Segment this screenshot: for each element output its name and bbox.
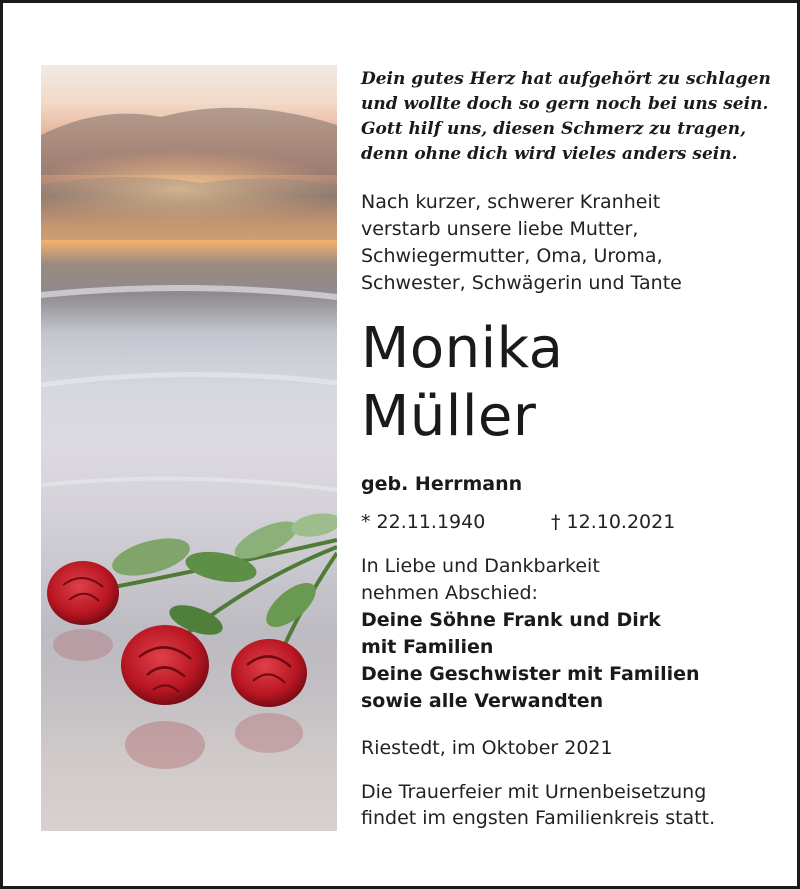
poem-line: Gott hilf uns, diesen Schmerz zu tragen, [361,119,746,139]
death-announcement [361,189,781,297]
announcement-line: Schwiegermutter, Oma, Uroma, [361,245,663,267]
roses-on-water-photo [41,65,337,831]
poem-verse [361,67,781,167]
death-date: † 12.10.2021 [551,511,676,533]
last-name: Müller [361,384,537,449]
announcement-line: Nach kurzer, schwerer Kranheit [361,191,661,213]
maiden-name: geb. Herrmann [361,473,523,495]
mourner-name: Deine Söhne Frank und Dirk [361,609,661,631]
birth-date: * 22.11.1940 [361,511,486,533]
mourner-name: Deine Geschwister mit Familien [361,663,700,685]
announcement-line: verstarb unsere liebe Mutter, [361,218,639,240]
roses-illustration [41,65,337,831]
farewell-line: nehmen Abschied: [361,582,538,604]
funeral-line: Die Trauerfeier mit Urnenbeisetzung [361,781,707,803]
life-dates [361,511,761,533]
mourner-name: mit Familien [361,636,494,658]
first-name: Monika [361,316,564,381]
mourners-block [361,553,791,715]
announcement-line: Schwester, Schwägerin und Tante [361,272,682,294]
funeral-notice [361,779,791,831]
poem-line: Dein gutes Herz hat aufgehört zu schlagen [361,69,771,89]
funeral-line: findet im engsten Familienkreis statt. [361,807,716,829]
place-and-date: Riestedt, im Oktober 2021 [361,737,613,759]
deceased-name [361,315,563,451]
farewell-line: In Liebe und Dankbarkeit [361,555,600,577]
poem-line: und wollte doch so gern noch bei uns sein. [361,94,769,114]
poem-line: denn ohne dich wird vieles anders sein. [361,144,738,164]
mourner-name: sowie alle Verwandten [361,690,604,712]
